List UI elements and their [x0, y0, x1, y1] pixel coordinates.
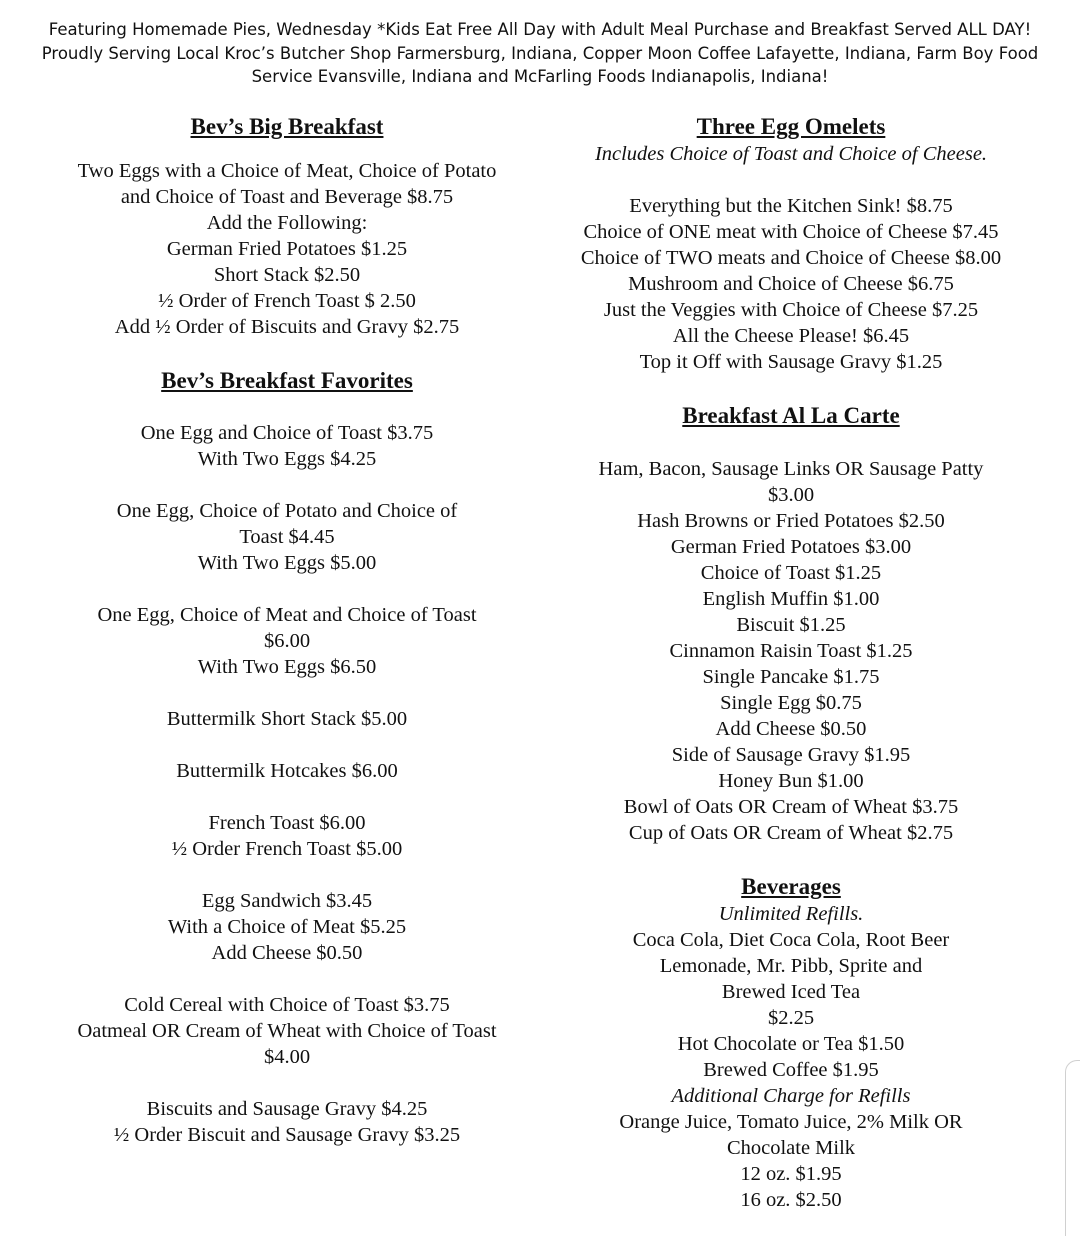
intro-banner — [40, 18, 1040, 89]
section-subtitle: Includes Choice of Toast and Choice of Cheese. — [594, 143, 988, 165]
menu-line: $2.25 — [767, 1007, 815, 1029]
big-breakfast-section — [52, 112, 522, 340]
menu-line: Hot Chocolate or Tea $1.50 — [677, 1033, 905, 1055]
menu-line: Choice of ONE meat with Choice of Cheese $7.45 — [583, 221, 999, 243]
menu-line: Two Eggs with a Choice of Meat, Choice of Potato — [77, 160, 497, 182]
menu-line: ½ Order Biscuit and Sausage Gravy $3.25 — [113, 1124, 461, 1146]
menu-line: Orange Juice, Tomato Juice, 2% Milk OR — [619, 1111, 963, 1133]
menu-line: Honey Bun $1.00 — [718, 770, 864, 792]
beverages-section — [557, 872, 1025, 1213]
menu-line: ½ Order French Toast $5.00 — [171, 838, 403, 860]
menu-line: Buttermilk Short Stack $5.00 — [166, 708, 408, 730]
menu-line: With Two Eggs $4.25 — [197, 448, 377, 470]
menu-line: Choice of TWO meats and Choice of Cheese $8.00 — [580, 247, 1002, 269]
menu-line: Egg Sandwich $3.45 — [201, 890, 373, 912]
menu-line: With Two Eggs $6.50 — [197, 656, 377, 678]
section-heading: Three Egg Omelets — [696, 114, 886, 139]
menu-line: Cold Cereal with Choice of Toast $3.75 — [124, 994, 450, 1016]
menu-line: Choice of Toast $1.25 — [700, 562, 882, 584]
menu-item-group — [52, 420, 522, 472]
menu-line: $4.00 — [263, 1046, 311, 1068]
menu-line: One Egg, Choice of Potato and Choice of — [116, 500, 458, 522]
section-heading: Breakfast Al La Carte — [682, 403, 900, 428]
menu-line: Coca Cola, Diet Coca Cola, Root Beer — [632, 929, 950, 951]
menu-line: French Toast $6.00 — [208, 812, 366, 834]
menu-item-group — [52, 602, 522, 680]
menu-line: 12 oz. $1.95 — [740, 1163, 842, 1185]
menu-line: Add Cheese $0.50 — [211, 942, 363, 964]
menu-line: Cup of Oats OR Cream of Wheat $2.75 — [628, 822, 954, 844]
menu-item-group — [52, 758, 522, 784]
menu-line: English Muffin $1.00 — [702, 588, 880, 610]
menu-line: 16 oz. $2.50 — [740, 1189, 842, 1211]
menu-line: Short Stack $2.50 — [213, 264, 361, 286]
right-column — [557, 112, 1025, 1213]
menu-line: Single Egg $0.75 — [720, 692, 862, 714]
section-subtitle: Unlimited Refills. — [718, 903, 864, 925]
intro-line: Featuring Homemade Pies, Wednesday *Kids Eat Free All Day with Adult Meal Purchase and Breakfast Served ALL DAY! — [48, 20, 1032, 39]
menu-line: Ham, Bacon, Sausage Links OR Sausage Patty — [598, 458, 984, 480]
menu-line: Buttermilk Hotcakes $6.00 — [176, 760, 398, 782]
menu-item-group — [52, 498, 522, 576]
menu-line: Side of Sausage Gravy $1.95 — [671, 744, 911, 766]
menu-line: Top it Off with Sausage Gravy $1.25 — [639, 351, 943, 373]
menu-line: Brewed Iced Tea — [721, 981, 861, 1003]
al-la-carte-section — [557, 401, 1025, 846]
menu-line: ½ Order of French Toast $ 2.50 — [158, 290, 416, 312]
menu-line: $6.00 — [263, 630, 311, 652]
menu-line: Hash Browns or Fried Potatoes $2.50 — [637, 510, 945, 532]
menu-line: All the Cheese Please! $6.45 — [672, 325, 910, 347]
scroll-handle[interactable] — [1065, 1060, 1080, 1236]
section-heading: Bev’s Breakfast Favorites — [161, 368, 413, 393]
menu-item-group — [52, 810, 522, 862]
menu-line: Lemonade, Mr. Pibb, Sprite and — [659, 955, 923, 977]
menu-line: With a Choice of Meat $5.25 — [167, 916, 407, 938]
menu-line: With Two Eggs $5.00 — [197, 552, 377, 574]
breakfast-favorites-section — [52, 366, 522, 1148]
menu-line: Add Cheese $0.50 — [715, 718, 867, 740]
section-heading: Bev’s Big Breakfast — [190, 114, 384, 139]
menu-item-group — [52, 888, 522, 966]
menu-line: Single Pancake $1.75 — [702, 666, 880, 688]
menu-line: Mushroom and Choice of Cheese $6.75 — [628, 273, 954, 295]
menu-item-group — [52, 706, 522, 732]
menu-line: Chocolate Milk — [726, 1137, 856, 1159]
menu-line: German Fried Potatoes $1.25 — [166, 238, 408, 260]
menu-item-group — [52, 992, 522, 1070]
menu-line: Just the Veggies with Choice of Cheese $7.25 — [603, 299, 979, 321]
menu-line: Everything but the Kitchen Sink! $8.75 — [629, 195, 953, 217]
menu-line: Bowl of Oats OR Cream of Wheat $3.75 — [623, 796, 959, 818]
menu-line: Oatmeal OR Cream of Wheat with Choice of Toast — [77, 1020, 497, 1042]
intro-line: Service Evansville, Indiana and McFarling Foods Indianapolis, Indiana! — [251, 67, 829, 86]
menu-line: $3.00 — [767, 484, 815, 506]
menu-line: Biscuit $1.25 — [736, 614, 846, 636]
menu-line: Biscuits and Sausage Gravy $4.25 — [146, 1098, 428, 1120]
left-column — [52, 112, 522, 1148]
intro-line: Proudly Serving Local Kroc’s Butcher Shop Farmersburg, Indiana, Copper Moon Coffee Lafayette, Indiana, Farm Boy Food — [41, 43, 1039, 63]
menu-line: Cinnamon Raisin Toast $1.25 — [669, 640, 913, 662]
menu-item-group — [52, 1096, 522, 1148]
menu-line: Add the Following: — [206, 212, 368, 234]
refill-note: Additional Charge for Refills — [671, 1085, 911, 1107]
menu-line: and Choice of Toast and Beverage $8.75 — [120, 186, 454, 208]
omelets-section — [557, 112, 1025, 375]
menu-line: German Fried Potatoes $3.00 — [670, 536, 912, 558]
section-heading: Beverages — [741, 874, 841, 899]
menu-line: One Egg, Choice of Meat and Choice of Toast — [97, 604, 477, 626]
menu-line: Toast $4.45 — [239, 526, 335, 548]
menu-line: One Egg and Choice of Toast $3.75 — [140, 422, 434, 444]
menu-line: Add ½ Order of Biscuits and Gravy $2.75 — [114, 316, 460, 338]
menu-line: Brewed Coffee $1.95 — [703, 1059, 879, 1081]
